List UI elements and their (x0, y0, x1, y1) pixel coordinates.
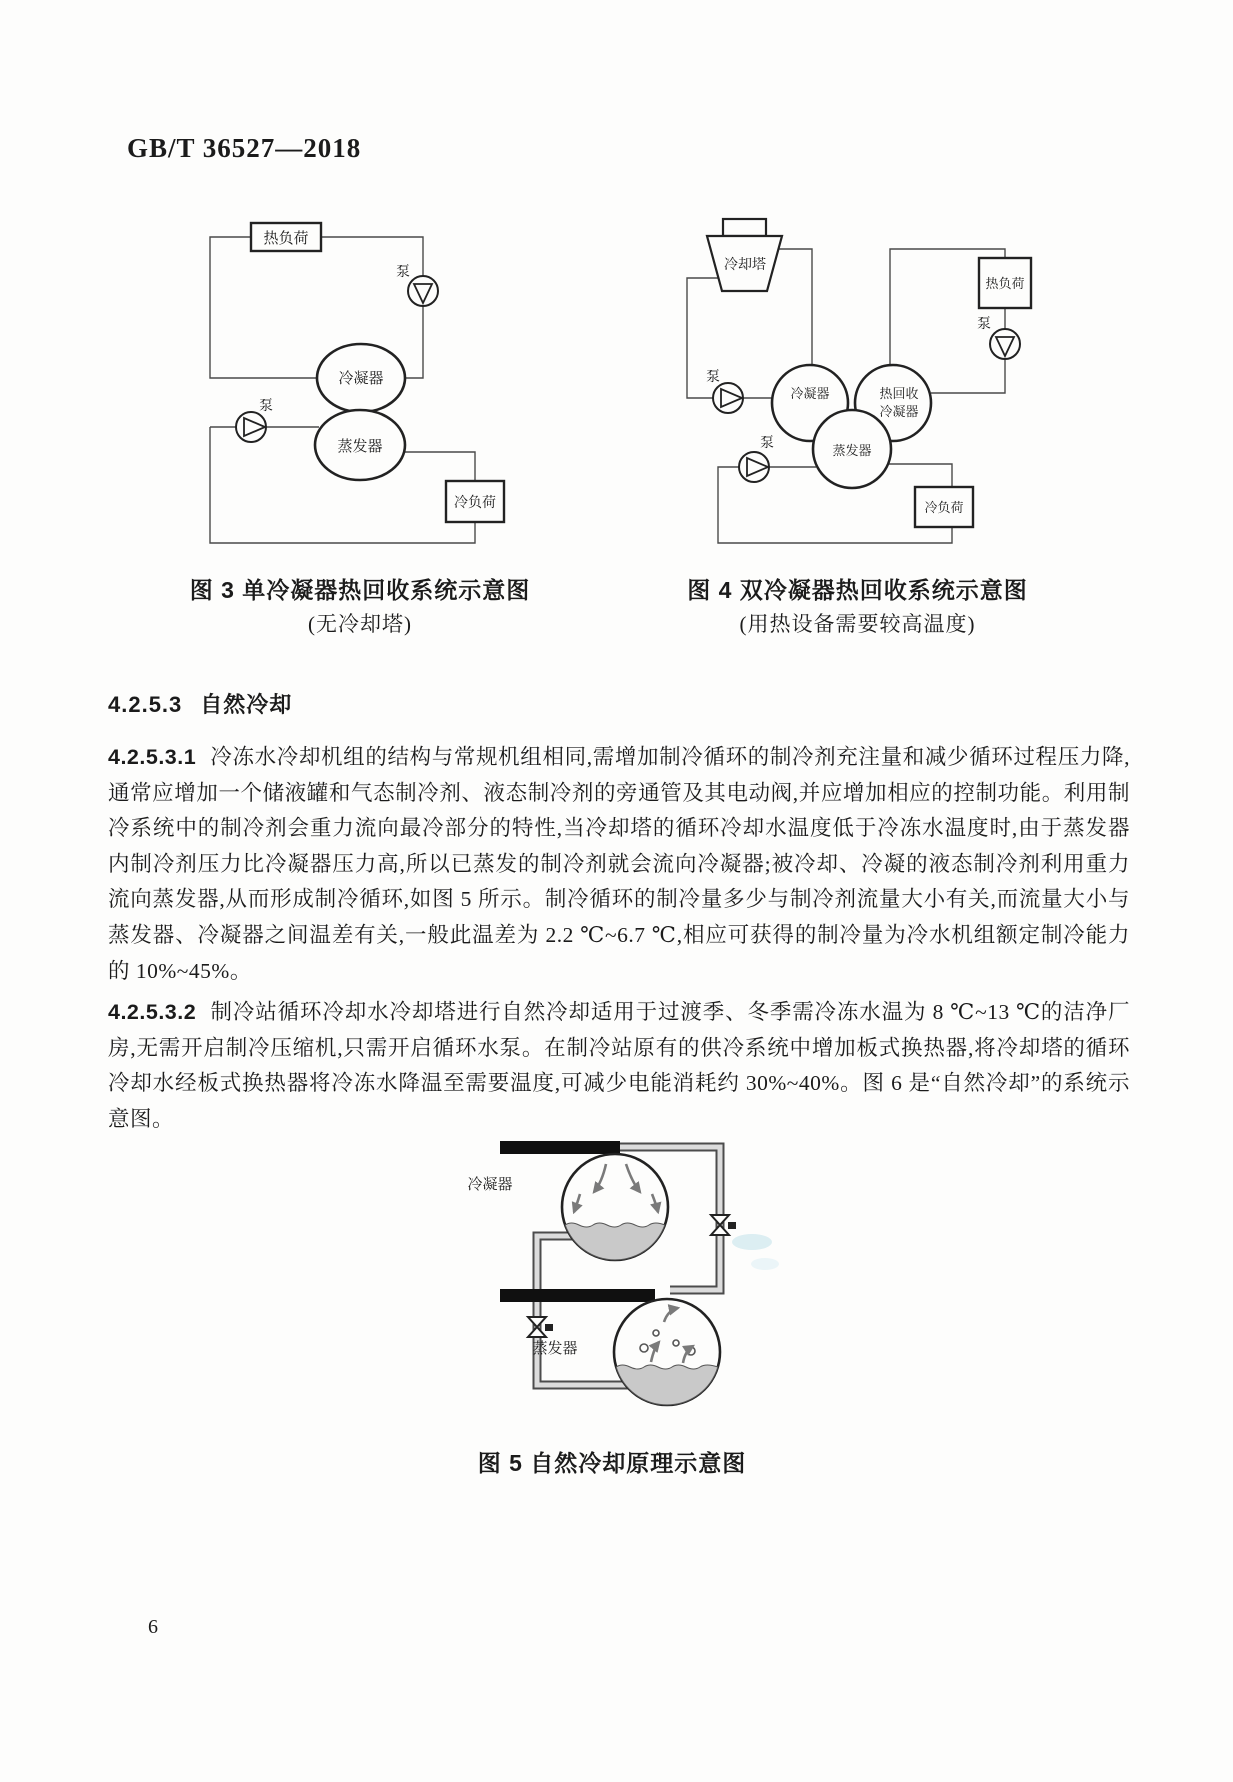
figure4-subcaption: (用热设备需要较高温度) (739, 612, 976, 636)
fig3-evaporator-label: 蒸发器 (337, 438, 383, 455)
section-heading (108, 688, 292, 719)
fig5-condenser-label: 冷凝器 (467, 1176, 513, 1193)
figure3-diagram (166, 186, 526, 558)
figure4-caption: 图 4 双冷凝器热回收系统示意图 (687, 577, 1028, 603)
paragraph-number: 4.2.5.3.2 (108, 1000, 197, 1025)
fig5-evaporator-vessel (614, 1299, 720, 1405)
paragraph-4-2-5-3-2 (108, 995, 1130, 1137)
fig4-cooling-tower (707, 219, 782, 291)
fig5-condenser-vessel (562, 1154, 668, 1260)
fig4-pump-lower-icon (739, 452, 769, 482)
fig5-evaporator-label: 蒸发器 (532, 1340, 578, 1357)
figure4-diagram (600, 186, 1045, 558)
fig4-hr-condenser-label-2: 冷凝器 (879, 404, 919, 419)
fig4-pump-left-label: 泵 (706, 368, 720, 384)
fig4-heat-load-label: 热负荷 (985, 276, 1025, 291)
paragraph-number: 4.2.5.3.1 (108, 745, 197, 769)
fig3-cold-load-label: 冷负荷 (454, 494, 496, 510)
fig4-pump-heat-label: 泵 (977, 315, 991, 331)
fig4-cold-load-label: 冷负荷 (924, 500, 964, 515)
fig4-pump-left-icon (713, 383, 743, 413)
section-heading-number: 4.2.5.3 (108, 692, 183, 717)
fig3-pump-right-label: 泵 (396, 263, 410, 279)
figure5-diagram (420, 1122, 820, 1422)
fig3-pump-right-icon (408, 276, 438, 306)
paragraph-text: 制冷站循环冷却水冷却塔进行自然冷却适用于过渡季、冬季需冷冻水温为 8 ℃~13 ℃的洁净厂房,无需开启制冷压缩机,只需开启循环水泵。在制冷站原有的供冷系统中增加板式换热器,将冷却塔的循环冷却水经板式换热器将冷冻水降温至需要温度,可减少电能消耗约 30%~40%。图 6 是“自然冷却”的系统示意图。 (108, 1000, 1130, 1131)
fig3-heat-load-label: 热负荷 (263, 230, 309, 247)
scan-smudge (751, 1258, 779, 1270)
fig5-middle-header-bar (500, 1289, 655, 1302)
fig4-cooling-tower-label: 冷却塔 (724, 256, 766, 272)
figure3-subcaption: (无冷却塔) (308, 612, 412, 636)
doc-number: GB/T 36527—2018 (127, 133, 362, 163)
body-text (108, 740, 1130, 1138)
page-number: 6 (148, 1616, 158, 1638)
fig4-pump-lower-label: 泵 (760, 434, 774, 450)
figure5-caption: 图 5 自然冷却原理示意图 (477, 1450, 747, 1476)
fig3-pump-left-label: 泵 (259, 397, 273, 413)
fig5-top-header-bar (500, 1141, 620, 1154)
fig4-condenser-label: 冷凝器 (790, 386, 830, 401)
fig3-pump-left-icon (236, 412, 266, 442)
figure3-caption: 图 3 单冷凝器热回收系统示意图 (189, 577, 531, 603)
fig4-hr-condenser-label-1: 热回收 (879, 386, 919, 401)
section-heading-title: 自然冷却 (200, 692, 293, 717)
fig4-pump-heat-icon (990, 329, 1020, 359)
fig4-evaporator-label: 蒸发器 (832, 443, 872, 458)
fig3-condenser-label: 冷凝器 (338, 370, 384, 387)
paragraph-4-2-5-3-1 (108, 740, 1130, 989)
scan-smudge (732, 1234, 772, 1250)
paragraph-text: 冷冻水冷却机组的结构与常规机组相同,需增加制冷循环的制冷剂充注量和减少循环过程压力降,通常应增加一个储液罐和气态制冷剂、液态制冷剂的旁通管及其电动阀,并应增加相应的控制功能。利用制冷系统中的制冷剂会重力流向最冷部分的特性,当冷却塔的循环冷却水温度低于冷冻水温度时,由于蒸发器内制冷剂压力比冷凝器压力高,所以已蒸发的制冷剂就会流向冷凝器;被冷却、冷凝的液态制冷剂利用重力流向蒸发器,从而形成制冷循环,如图 5 所示。制冷循环的制冷量多少与制冷剂流量大小有关,而流量大小与蒸发器、冷凝器之间温差有关,一般此温差为 2.2 ℃~6.7 ℃,相应可获得的制冷量为冷水机组额定制冷能力的 10%~45%。 (108, 745, 1130, 983)
